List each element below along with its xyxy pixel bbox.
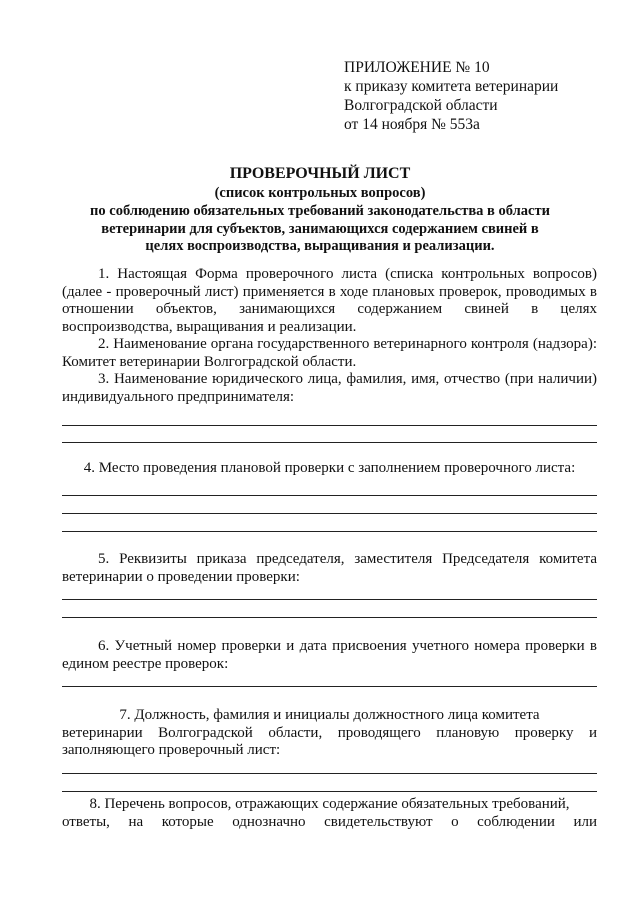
fill-line-4c: [62, 531, 597, 532]
fill-line-4a: [62, 495, 597, 496]
fill-line-3b: [62, 442, 597, 443]
fill-line-5a: [62, 599, 597, 600]
appendix-line-2: Волгоградской области: [344, 97, 498, 114]
section-8-text-a: 8. Перечень вопросов, отражающих содержание обязательных требований,: [89, 796, 570, 812]
description-line-2: ветеринарии для субъектов, занимающихся содержанием свиней в: [101, 220, 539, 237]
fill-line-7a: [62, 773, 597, 774]
fill-line-7b: [62, 791, 597, 792]
section-4: [62, 460, 597, 478]
section-5: [62, 551, 597, 586]
document-title: ПРОВЕРОЧНЫЙ ЛИСТ: [229, 165, 411, 182]
section-3-text: 3. Наименование юридического лица, фамилия, имя, отчество (при наличии) индивидуального предпринимателя:: [62, 371, 597, 405]
document-subtitle: (список контрольных вопросов): [214, 185, 426, 201]
appendix-line-1: к приказу комитета ветеринарии: [344, 78, 559, 95]
appendix-block: [344, 58, 558, 134]
section-1-text: 1. Настоящая Форма проверочного листа (списка контрольных вопросов) (далее - проверочный лист) применяется в ходе плановых проверок, проводимых в отношении объектов, занимающихся содержанием свиней в целях воспроизводства, выращивания и реализации.: [62, 266, 597, 335]
section-6: [62, 638, 597, 673]
fill-line-3a: [62, 425, 597, 426]
section-6-text: 6. Учетный номер проверки и дата присвоения учетного номера проверки в едином реестре проверок:: [62, 638, 597, 672]
section-8: [62, 796, 597, 831]
section-7-text-a: 7. Должность, фамилия и инициалы должностного лица комитета: [119, 707, 540, 723]
fill-line-6a: [62, 686, 597, 687]
section-7: [62, 707, 597, 760]
appendix-number: ПРИЛОЖЕНИЕ № 10: [344, 59, 490, 76]
appendix-line-3: от 14 ноября № 553а: [344, 116, 480, 133]
description-line-1: по соблюдению обязательных требований законодательства в области: [90, 203, 550, 219]
fill-line-4b: [62, 513, 597, 514]
fill-line-5b: [62, 617, 597, 618]
section-2-text: 2. Наименование органа государственного ветеринарного контроля (надзора): Комитет ветеринарии Волгоградской области.: [62, 336, 597, 370]
section-7-text-b: ветеринарии Волгоградской области, проводящего плановую проверку и заполняющего проверочный лист:: [62, 724, 597, 758]
description-line-3: целях воспроизводства, выращивания и реализации.: [145, 238, 495, 254]
document-description: [0, 203, 640, 256]
section-1-2-3: [62, 266, 597, 406]
section-4-text: 4. Место проведения плановой проверки с заполнением проверочного листа:: [83, 460, 576, 476]
section-8-text-b: ответы, на которые однозначно свидетельствуют о соблюдении или: [62, 813, 597, 830]
section-5-text: 5. Реквизиты приказа председателя, заместителя Председателя комитета ветеринарии о проведении проверки:: [62, 551, 597, 585]
